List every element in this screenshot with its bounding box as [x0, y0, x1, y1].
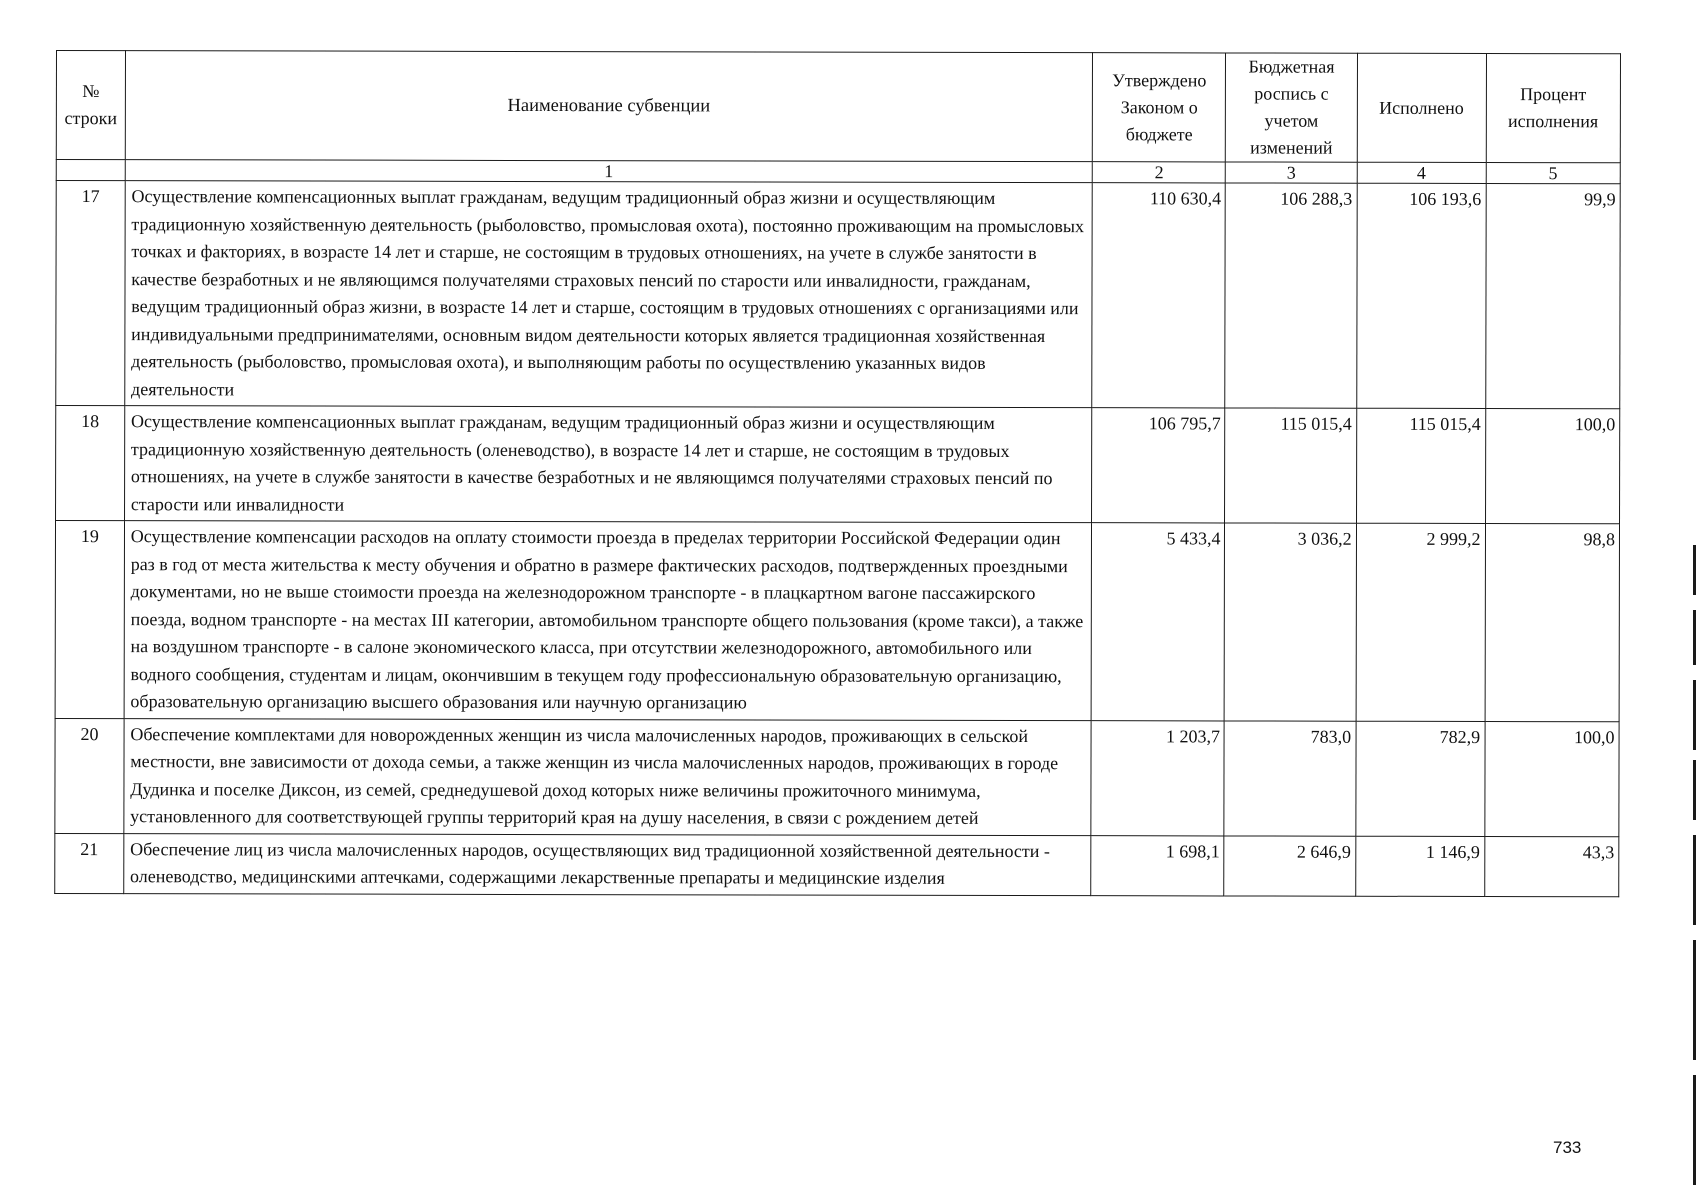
percent-value: 100,0	[1484, 721, 1619, 836]
header-approved: Утверждено Законом о бюджете	[1092, 53, 1226, 162]
budget-list-value: 783,0	[1224, 720, 1355, 835]
table-row	[55, 833, 1619, 896]
approved-value: 1 698,1	[1091, 835, 1224, 895]
column-number: 1	[125, 160, 1092, 183]
column-number: 2	[1092, 162, 1225, 183]
header-row	[56, 51, 1620, 163]
column-number: 5	[1486, 162, 1620, 183]
approved-value: 106 795,7	[1092, 408, 1226, 523]
header-row-number: № строки	[56, 51, 125, 160]
header-executed: Исполнено	[1357, 53, 1486, 162]
row-number: 17	[56, 181, 125, 406]
subvention-name: Осуществление компенсации расходов на оплату стоимости проезда в пределах территории Российской Федерации один раз в год от места жительства к месту обучения и обратно в размере фактических расходов, подтвержденных проездными документами, но не выше стоимости проезда на железнодорожном транспорте - в плацкартном вагоне пассажирского поезда, водном транспорте - на местах III категории, автомобильном транспорте общего пользования (кроме такси), а также на воздушном транспорте - в салоне экономического класса, при отсутствии железнодорожного, автомобильного или водного сообщения, студентам и лицам, окончившим в текущем году профессиональную образовательную организацию, образовательную организацию высшего образования или научную организацию	[124, 521, 1092, 721]
executed-value: 115 015,4	[1356, 408, 1485, 523]
executed-value: 2 999,2	[1356, 523, 1485, 721]
subvention-name: Осуществление компенсационных выплат гражданам, ведущим традиционный образ жизни и осуществляющим традиционную хозяйственную деятельность (рыболовство, промысловая охота), постоянно проживающим на промысловых точках и факториях, в возрасте 14 лет и старше, не состоящим в трудовых отношениях, на учете в службе занятости в качестве безработных и не являющимся получателями страховых пенсий по старости или инвалидности, гражданам, ведущим традиционный образ жизни, в возрасте 14 лет и старше, состоящим в трудовых отношениях с организациями или индивидуальными предпринимателями, основным видом деятельности которых является традиционная хозяйственная деятельность (рыболовство, промысловая охота), и выполняющим работы по осуществлению указанных видов деятельности	[125, 181, 1093, 408]
percent-value: 99,9	[1485, 183, 1620, 408]
subvention-name: Осуществление компенсационных выплат гражданам, ведущим традиционный образ жизни и осуществляющим традиционную хозяйственную деятельность (оленеводство), в возрасте 14 лет и старше, не состоящим в трудовых отношениях, на учете в службе занятости в качестве безработных и не являющимся получателями страховых пенсий по старости или инвалидности	[124, 406, 1092, 523]
row-number: 21	[55, 833, 124, 893]
table-row	[56, 181, 1620, 409]
row-number: 18	[56, 406, 125, 521]
subvention-name: Обеспечение комплектами для новорожденных женщин из числа малочисленных народов, проживающих в сельской местности, вне зависимости от дохода семьи, а также женщин из числа малочисленных народов, проживающих в городе Дудинка и поселке Диксон, из семей, среднедушевой доход которых ниже величины прожиточного минимума, установленного для соответствующей группы территорий края на душу населения, в связи с рождением детей	[124, 718, 1092, 835]
budget-list-value: 2 646,9	[1224, 835, 1355, 895]
header-percent: Процент исполнения	[1486, 53, 1621, 162]
subvention-table	[54, 50, 1621, 897]
table-row	[55, 718, 1619, 836]
subvention-name: Обеспечение лиц из числа малочисленных народов, осуществляющих вид традиционной хозяйственной деятельности - оленеводство, медицинскими аптечками, содержащими лекарственные препараты и медицинские изделия	[124, 833, 1092, 895]
budget-list-value: 106 288,3	[1225, 183, 1357, 408]
page-number: 733	[1553, 1138, 1582, 1157]
executed-value: 106 193,6	[1356, 183, 1485, 408]
document-sheet	[54, 50, 1621, 1063]
approved-value: 110 630,4	[1092, 183, 1226, 408]
percent-value: 98,8	[1485, 523, 1620, 721]
header-subvention-name: Наименование субвенции	[125, 51, 1093, 162]
executed-value: 1 146,9	[1355, 836, 1484, 896]
row-number: 20	[55, 718, 124, 833]
budget-list-value: 3 036,2	[1225, 523, 1357, 721]
row-number: 19	[55, 521, 124, 719]
column-number: 4	[1357, 162, 1486, 183]
approved-value: 5 433,4	[1091, 523, 1225, 721]
percent-value: 100,0	[1485, 408, 1620, 523]
table-row	[55, 521, 1619, 722]
table-row	[56, 406, 1620, 524]
budget-list-value: 115 015,4	[1225, 408, 1356, 523]
header-budget-list: Бюджетная роспись с учетом изменений	[1226, 53, 1357, 162]
executed-value: 782,9	[1355, 721, 1484, 836]
approved-value: 1 203,7	[1091, 720, 1225, 835]
percent-value: 43,3	[1484, 836, 1619, 896]
column-number: 3	[1226, 162, 1357, 183]
column-number	[56, 160, 125, 181]
